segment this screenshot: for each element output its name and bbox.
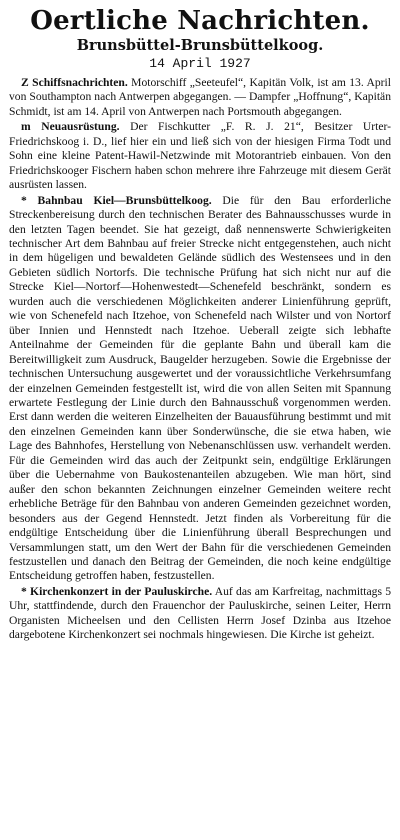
article-keyword: * Bahnbau Kiel—Brunsbüttelkoog.	[21, 193, 212, 207]
article-schiffsnachrichten	[9, 76, 391, 119]
article-keyword: m Neuausrüstung.	[21, 120, 120, 134]
article-neuausruestung	[9, 120, 391, 192]
article-body: Auf das am Karfreitag, nachmittags 5 Uhr, stattfindende, durch den Frauenchor der Pauluskirche, seinen Leiter, Herrn Organisten Micheelsen und den Cellisten Herrn Josef Dzinba aus Itzehoe dargebotene Kirchenkonzert sei nochmals hingewiesen. Die Kirche ist geheizt.	[9, 584, 392, 642]
article-body: Motorschiff „Seeteufel“, Kapitän Volk, ist am 13. April von Southampton nach Antwerpen abgegangen. — Dampfer „Hoffnung“, Kapitän Schmidt, ist am 14. April von Antwerpen nach Portsmouth abgegangen.	[9, 76, 391, 118]
article-kirchenkonzert	[9, 585, 391, 643]
dateline: 14 April 1927	[149, 56, 251, 71]
section-masthead: Oertliche Nachrichten.	[30, 6, 370, 36]
article-body: Die für den Bau erforderliche Streckenbereisung durch den technischen Berater des Bahnausschusses wurde in den letzten Tagen beendet. Sie hat gezeigt, daß nennenswerte Schwierigkeiten technischer Art dem Bahnbau auf freier Strecke nicht entgegenstehen, auch nicht in dem hügeligen und bewaldeten Gelände südlich des Westensees und in den Gebieten südlich Nortorfs. Die technische Prüfung hat sich nicht nur auf die Strecke Kiel—Nortorf—Hohenwestedt—Schenefeld beschränkt, sondern es wurden auch die verschiedenen Möglichkeiten anderer Linienführung geprüft, wie von Schenefeld nach Itzehoe, von Schenefeld nach Wilster und von Nortorf über Innien und Hennstedt nach Itzehoe. Ueberall zeigte sich lebhafte Anteilnahme der Gemeinden für die geplante Bahn und überall kam die Bereitwilligkeit zum Ausdruck, Baugelder herzugeben. Sowie die Ergebnisse der technischen Untersuchung ausgewertet und der voraussichtliche Verkehrsumfang der einzelnen Gemeinden festgestellt ist, wird die von allen Seiten mit Spannung erwartete Festlegung der Linie durch den Bahnausschuß vorgenommen werden. Erst dann werden die weiteren Einzelheiten der Bauausführung bestimmt und mit den einzelnen Gemeinden kann über Sonderwünsche, die sie etwa haben, wie Lage des Bahnhofes, Herstellung von Nebenanschlüssen usw. verhandelt werden. Für die Gemeinden wird das auch der Zeitpunkt sein, endgültige Erklärungen über die Uebernahme von Baukostenanteilen abzugeben. Wie man hört, sind außer den schon bekannten Zeichnungen einzelner Gemeinden weitere recht erhebliche Beträge für den Bahnbau von anderen Gemeinden gezeichnet worden, besonders aus der Gegend Hennstedt. Jetzt finden als Vorbereitung für die endgültige Entscheidung über die Linienführung überall Besprechungen und Versammlungen statt, um den Wert der Bahn für die verschiedenen Gemeinden festzustellen und danach den Beitrag der Gemeinden, die noch keine endgültige Entscheidung getroffen haben, festzustellen.	[9, 193, 392, 583]
article-keyword: * Kirchenkonzert in der Pauluskirche.	[21, 584, 213, 598]
article-body: Der Fischkutter „F. R. J. 21“, Besitzer Urter-Friedrichskoog i. D., lief hier ein und ließ sich von der hiesigen Firma Todt und Sohn eine kleine Patent-Hawil-Netzwinde mit Motorantrieb einbauen. Von den Friedrichskooger Fischern haben schon mehrere ihre Fahrzeuge mit diesem Gerät ausrüsten lassen.	[9, 120, 391, 192]
article-bahnbau	[9, 194, 391, 584]
article-keyword: Z Schiffsnachrichten.	[21, 76, 128, 89]
locality-subhead: Brunsbüttel-Brunsbüttelkoog.	[76, 37, 324, 54]
